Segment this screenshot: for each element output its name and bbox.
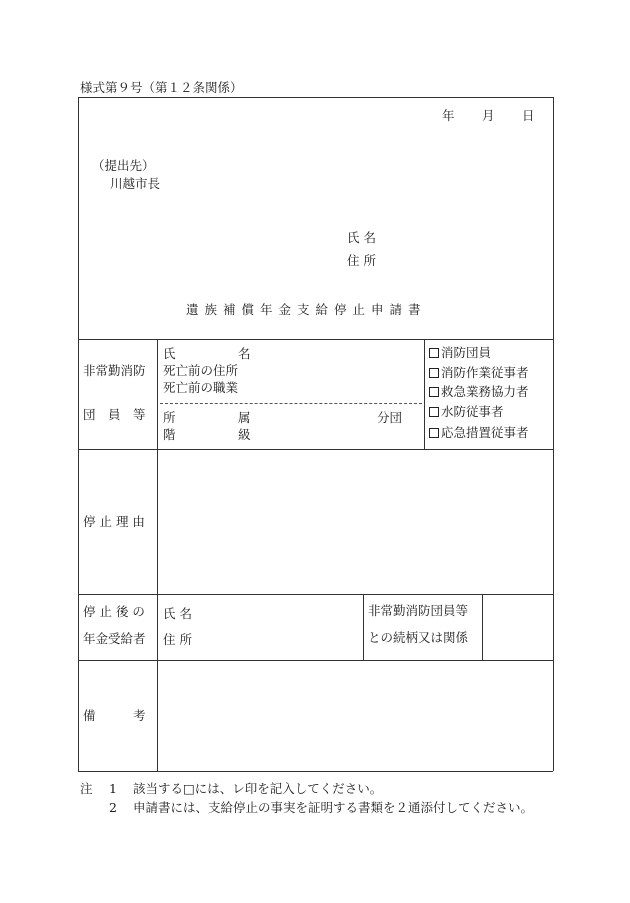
date-month-label: 月 (482, 108, 495, 123)
remarks-label: 備 考 (83, 708, 146, 723)
checkbox-label: 応急措置従事者 (441, 425, 529, 440)
relation-label-line1: 非常勤消防団員等 (368, 603, 469, 618)
member-branch-label: 分団 (377, 410, 403, 425)
date-day-label: 日 (522, 108, 535, 123)
member-address-label: 死亡前の住所 (163, 363, 239, 378)
applicant-name-label: 氏 名 (347, 230, 376, 245)
date-year-label: 年 (442, 108, 455, 123)
remarks-field[interactable] (160, 663, 550, 768)
checkbox-item[interactable] (429, 347, 491, 360)
checkbox-label: 消防作業従事者 (441, 365, 529, 380)
checkbox-item[interactable] (429, 427, 529, 440)
member-affiliation-label: 所 属 (163, 410, 251, 425)
note-text: 申請書には、支給停止の事実を証明する書類を２通添付してください。 (133, 800, 534, 815)
notes-prefix: 注 (80, 781, 93, 796)
member-name-label: 氏 名 (163, 346, 251, 361)
checkbox-item[interactable] (429, 367, 529, 380)
form-number: 様式第９号（第１２条関係） (80, 80, 243, 95)
reason-label: 停 止 理 由 (83, 514, 145, 529)
checkbox[interactable] (429, 387, 439, 397)
reason-field[interactable] (160, 452, 550, 591)
member-heading-line1: 非常勤消防 (83, 363, 146, 378)
member-rank-label: 階 級 (163, 427, 251, 442)
checkbox[interactable] (429, 428, 439, 438)
checkbox-label: 救急業務協力者 (441, 384, 529, 399)
checkbox-label: 水防従事者 (441, 404, 504, 419)
recipient-address-label: 住 所 (163, 632, 192, 647)
member-occupation-label: 死亡前の職業 (163, 380, 239, 395)
relation-label-line2: との続柄又は関係 (368, 630, 469, 645)
recipient-label-line1: 停 止 後 の (83, 604, 145, 619)
note-text: 該当する□には、レ印を記入してください。 (133, 781, 383, 796)
applicant-address-label: 住 所 (347, 253, 376, 268)
submission-recipient: 川越市長 (110, 176, 161, 191)
member-heading-line2: 団 員 等 (83, 407, 146, 422)
note-number: 2 (109, 800, 117, 815)
recipient-label-line2: 年金受給者 (83, 631, 146, 646)
document-title: 遺族補償年金支給停止申請書 (186, 302, 427, 317)
submission-label: （提出先） (92, 158, 155, 173)
checkbox-label: 消防団員 (441, 345, 492, 360)
checkbox-item[interactable] (429, 386, 529, 399)
checkbox[interactable] (429, 407, 439, 417)
note-number: 1 (109, 781, 117, 796)
recipient-name-label: 氏 名 (163, 606, 192, 621)
checkbox[interactable] (429, 348, 439, 358)
checkbox[interactable] (429, 368, 439, 378)
checkbox-item[interactable] (429, 406, 504, 419)
